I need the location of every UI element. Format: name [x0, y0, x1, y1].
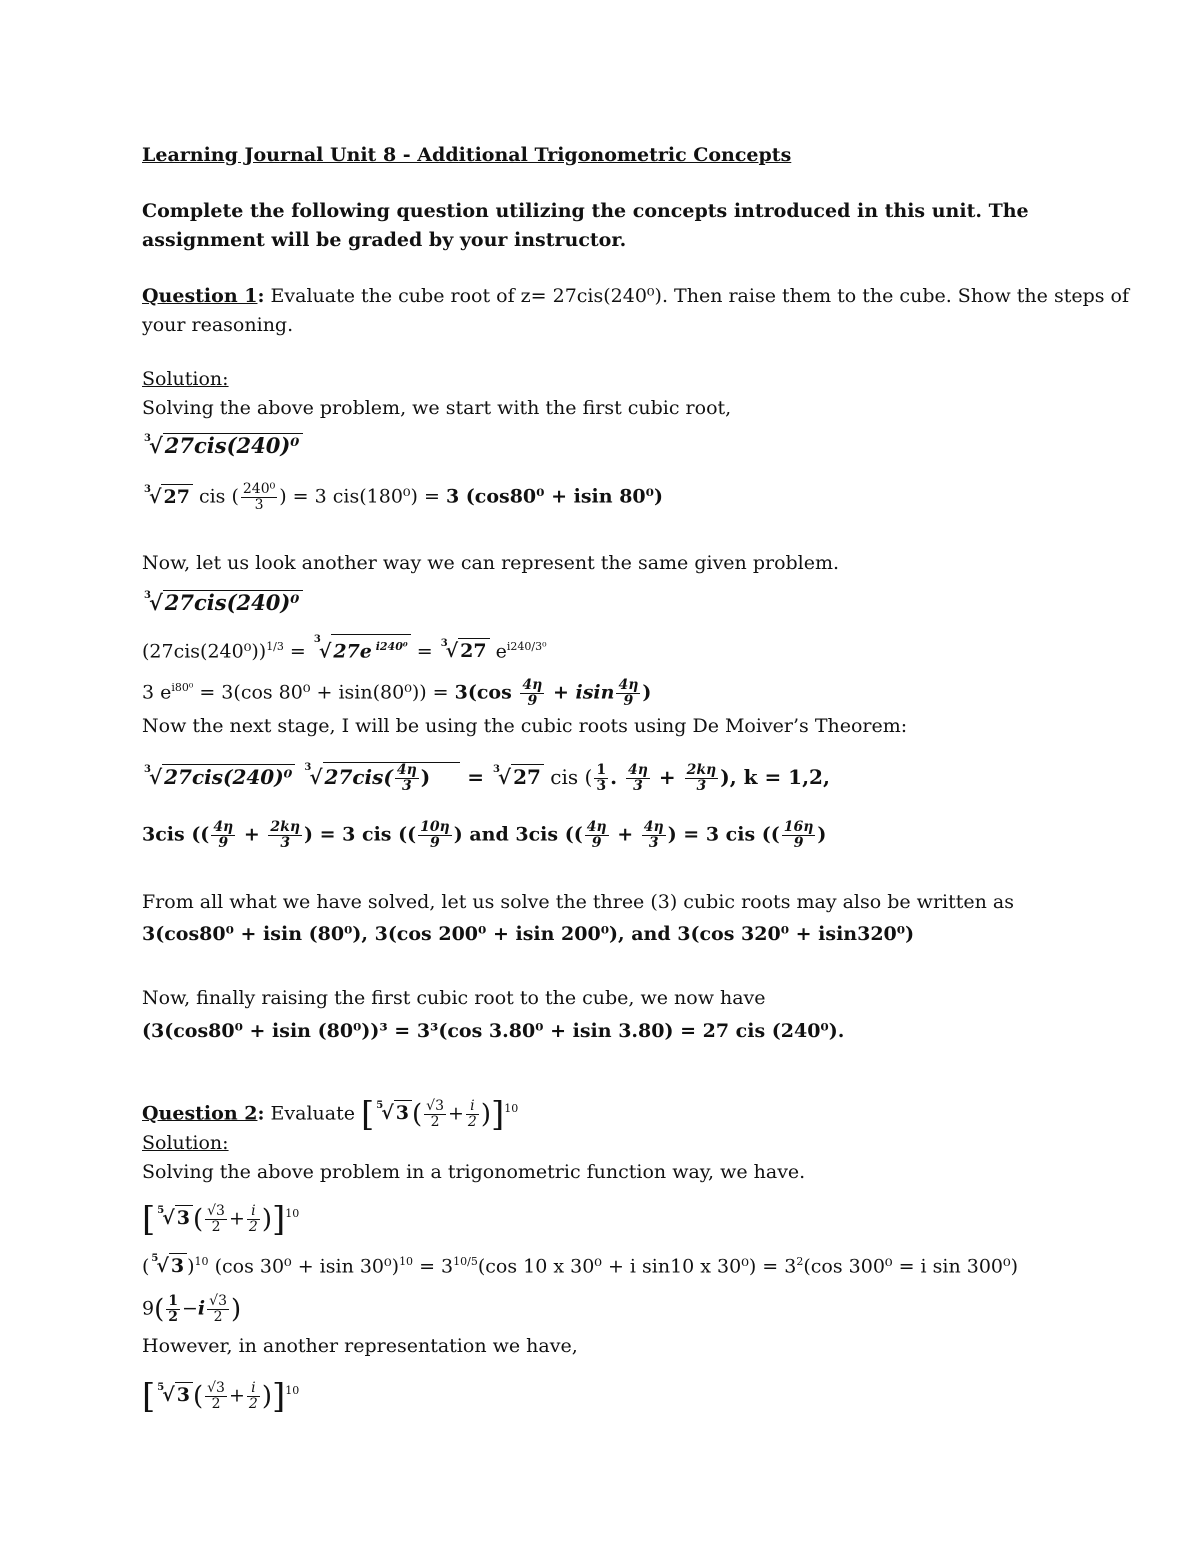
q2-step: ( $^5$√ 3 )$^{10}$ (cos 30⁰ + isin $30^0)^{10} = 3^{10/5}(\cos$ 10 x 30⁰ + i sin10 x $30^0) = 3^2(\cos$ 300⁰ = i sin 300⁰)	[142, 1253, 1019, 1278]
q1-exponential-form: $(27cis(240^0))^{1/3} = ^3√$ 27e $^{i240^0}$ = $^3$√ 27 $e^{i240/3^0}$	[142, 634, 547, 663]
q1-from-all: From all what we have solved, let us solve the three (3) cubic roots may also be written as	[142, 891, 1014, 913]
q1-step-1: $^3$√ 27 cis ( $\frac{\text{240⁰}}{3}$ ) = 3 cis(180⁰) = 3 (cos80⁰ + isin 80⁰)	[144, 481, 663, 513]
q1-label: Question 1	[142, 285, 258, 307]
q2-expr-2: [ $^5$√ 3 ( $\frac{√3}{2}$ + $\frac{i}{2}$ )]$^{10}$	[142, 1376, 300, 1417]
page-title: Learning Journal Unit 8 - Additional Trigonometric Concepts	[142, 144, 792, 166]
q1-cis-roots: 3cis (( $\frac{4\eta}{9}$ + $\frac{2k\eta}{3}$ ) = 3 cis (( $\frac{10\eta}{9}$ ) and 3cis (( $\frac{4\eta}{9}$ + $\frac{4\eta}{3}$ ) = 3 cis (( $\frac{16\eta}{9}$ )	[142, 819, 827, 851]
q2-solution-label: Solution:	[142, 1132, 229, 1154]
intro-line-1: Complete the following question utilizing the concepts introduced in this unit. The	[142, 200, 1029, 222]
q1-demoivre-intro: Now the next stage, I will be using the cubic roots using De Moiver’s Theorem:	[142, 715, 908, 737]
q1-final-equation: (3(cos80⁰ + isin (80⁰))³ = 3³(cos 3.80⁰ + isin 3.80) = 27 cis (240⁰).	[142, 1020, 845, 1042]
q1-cube-root-expr-2: $^3$√27cis(240)⁰	[142, 590, 303, 615]
q1-solution-label: Solution:	[142, 368, 229, 390]
q1-euler-line: 3 $e^{i80^0} = 3(\cos$ 80⁰ + isin(80⁰)) = 3(cos $\frac{4\eta}{9}$ + isin $\frac{4\eta}{9}$ )	[142, 676, 652, 709]
q1-start: Solving the above problem, we start with the first cubic root,	[142, 397, 732, 419]
intro-line-2: assignment will be graded by your instructor.	[142, 229, 627, 251]
q1-demoivre-expr: $^3$√ 27cis(240)⁰ $^3$√ 27cis( $\frac{4\eta}{3}$ ) = $^3$√ 27 cis ( $\frac{1}{3}$ . $\frac{4\eta}{3}$ + $\frac{2k\eta}{3}$ ), k = 1,2,	[144, 762, 830, 794]
q1-text-1: Evaluate the cube root of z= 27cis(240⁰). Then raise them to the cube. Show the steps of	[264, 285, 1130, 307]
q1-prompt: Question 1: Evaluate the cube root of z= 27cis(240⁰). Then raise them to the cube. Show the steps of	[142, 285, 1130, 307]
q2-however: However, in another representation we have,	[142, 1335, 578, 1357]
q1-three-roots: 3(cos80⁰ + isin (80⁰), 3(cos 200⁰ + isin 200⁰), and 3(cos 320⁰ + isin320⁰)	[142, 923, 915, 945]
q2-prompt: Question 2: Evaluate [ $^5$√ 3 ( $\frac{√3}{2}$ + $\frac{i}{2}$ )]$^{10}$	[142, 1094, 519, 1135]
q2-expr-1: [ $^5$√ 3 ( $\frac{√3}{2}$ + $\frac{i}{2}$ )]$^{10}$	[142, 1199, 300, 1240]
q2-trig-way: Solving the above problem in a trigonometric function way, we have.	[142, 1161, 806, 1183]
q2-label: Question 2	[142, 1102, 258, 1125]
q1-cube-root-expr: $^3$√27cis(240)⁰	[142, 433, 303, 458]
q1-text-2: your reasoning.	[142, 314, 294, 336]
q1-finally: Now, finally raising the first cubic root to the cube, we now have	[142, 987, 766, 1009]
q1-another-way: Now, let us look another way we can represent the same given problem.	[142, 552, 840, 574]
q2-result: 9( $\frac{1}{2}$ −i $\frac{√3}{2}$ )	[142, 1293, 242, 1325]
